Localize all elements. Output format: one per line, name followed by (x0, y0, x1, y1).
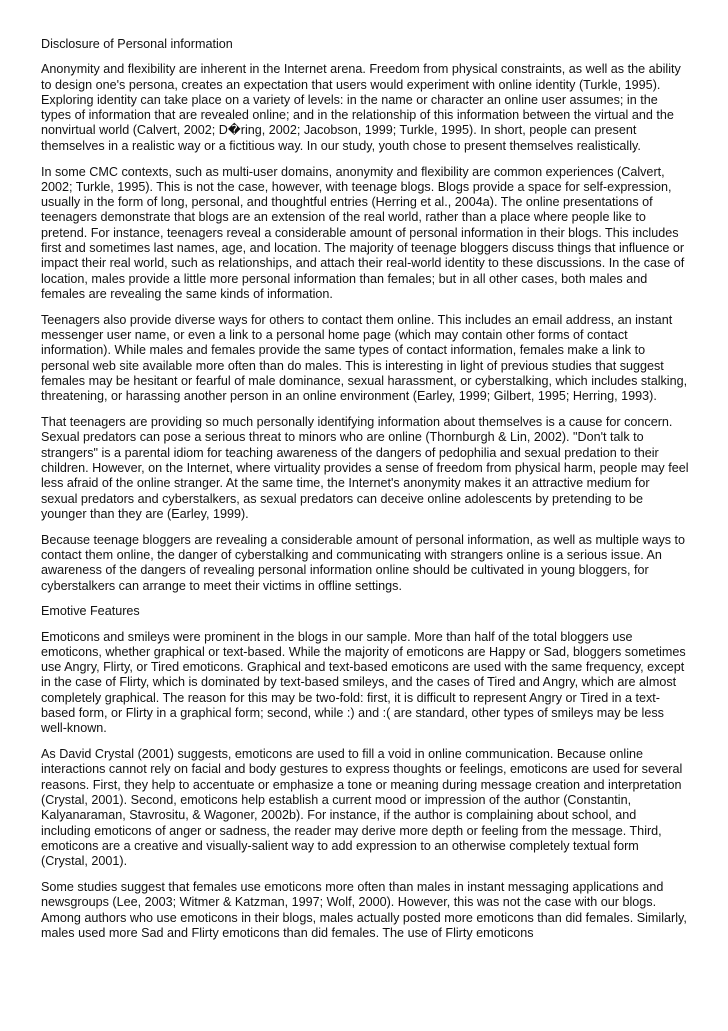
section-heading: Disclosure of Personal information (41, 37, 233, 51)
paragraph: Anonymity and flexibility are inherent in the Internet arena. Freedom from physical constraints, as well as the ability to design one's persona, creates an expectation that users would experiment with online identity (Turkle, 1995). Exploring identity can take place on a variety of levels: in the name or character an online user assumes; in the types of information that are revealed online; and in the relationship of this information between the virtual and the nonvirtual world (Calvert, 2002; D�ring, 2002; Jacobson, 1999; Turkle, 1995). In short, people can present themselves in a realistic way or a fictitious way. In our study, youth chose to present themselves realistically. (41, 62, 681, 153)
document-page (41, 37, 689, 952)
paragraph: As David Crystal (2001) suggests, emoticons are used to fill a void in online communication. Because online interactions cannot rely on facial and body gestures to express thoughts or feelings, emoticons are used for several reasons. First, they help to accentuate or emphasize a tone or meaning during message creation and interpretation (Crystal, 2001). Second, emoticons help establish a current mood or impression of the author (Constantin, Kalyanaraman, Stavrositu, & Wagoner, 2002b). For instance, if the author is complaining about school, and including emoticons of anger or sadness, the reader may derive more depth or feeling from the message. Third, emoticons are a creative and visually-salient way to add expression to an otherwise completely textual form (Crystal, 2001). (41, 747, 683, 869)
section-emotive-features (41, 604, 689, 941)
paragraph: In some CMC contexts, such as multi-user domains, anonymity and flexibility are common experiences (Calvert, 2002; Turkle, 1995). This is not the case, however, with teenage blogs. Blogs provide a space for self-expression, usually in the form of long, personal, and thoughtful entries (Herring et al., 2004a). The online presentations of teenagers demonstrate that blogs are an extension of the real world, rather than a place where people like to pretend. For instance, teenagers reveal a considerable amount of personal information in their blogs. This includes first and sometimes last names, age, and location. The majority of teenage bloggers discuss things that influence or impact their real world, such as relationships, and attach their real-world identity to these discussions. In the case of location, males provide a little more personal information than females; but in all other cases, both males and females are revealing the same kinds of information. (41, 164, 685, 301)
section-heading: Emotive Features (41, 604, 140, 619)
section-disclosure (41, 37, 689, 594)
paragraph: Some studies suggest that females use emoticons more often than males in instant messaging applications and newsgroups (Lee, 2003; Witmer & Katzman, 1997; Wolf, 2000). However, this was not the case with our blogs. Among authors who use emoticons in their blogs, males actually posted more emoticons than did females. Similarly, males used more Sad and Flirty emoticons than did females. The use of Flirty emoticons (41, 880, 687, 940)
paragraph: Because teenage bloggers are revealing a considerable amount of personal information, as well as multiple ways to contact them online, the danger of cyberstalking and communicating with strangers online is a serious issue. An awareness of the dangers of revealing personal information online should be cultivated in young bloggers, for cyberstalkers can arrange to meet their victims in offline settings. (41, 532, 686, 593)
paragraph: That teenagers are providing so much personally identifying information about themselves is a cause for concern. Sexual predators can pose a serious threat to minors who are online (Thornburgh & Lin, 2002). "Don't talk to strangers" is a parental idiom for teaching awareness of the dangers of pedophilia and sexual predation to their children. However, on the Internet, where virtuality provides a sense of freedom from physical harm, people may feel less afraid of the online stranger. At the same time, the Internet's anonymity makes it an attractive medium for sexual predators and cyberstalkers, as sexual predators can deceive online adolescents by pretending to be younger than they are (Earley, 1999). (41, 415, 689, 521)
paragraph: Teenagers also provide diverse ways for others to contact them online. This includes an email address, an instant messenger user name, or even a link to a personal home page (which may contain other forms of contact information). While males and females provide the same types of contact information, females make a link to personal web site available more often than do males. This is interesting in light of previous studies that suggest females may be hesitant or fearful of male dominance, sexual harassment, or cyberstalking, which includes stalking, threatening, or harassing another person in an online environment (Earley, 1999; Gilbert, 1995; Herring, 1993). (41, 312, 688, 404)
paragraph: Emoticons and smileys were prominent in the blogs in our sample. More than half of the total bloggers use emoticons, whether graphical or text-based. While the majority of emoticons are Happy or Sad, bloggers sometimes use Angry, Flirty, or Tired emoticons. Graphical and text-based emoticons are used with the same frequency, except in the case of Flirty, which is dominated by text-based smileys, and the cases of Tired and Angry, which are almost completely graphical. The reason for this may be two-fold: first, it is difficult to represent Angry or Tired in a text-based form, or Flirty in a graphical form; second, while :) and :( are standard, other types of smileys may be less well-known. (41, 629, 686, 736)
